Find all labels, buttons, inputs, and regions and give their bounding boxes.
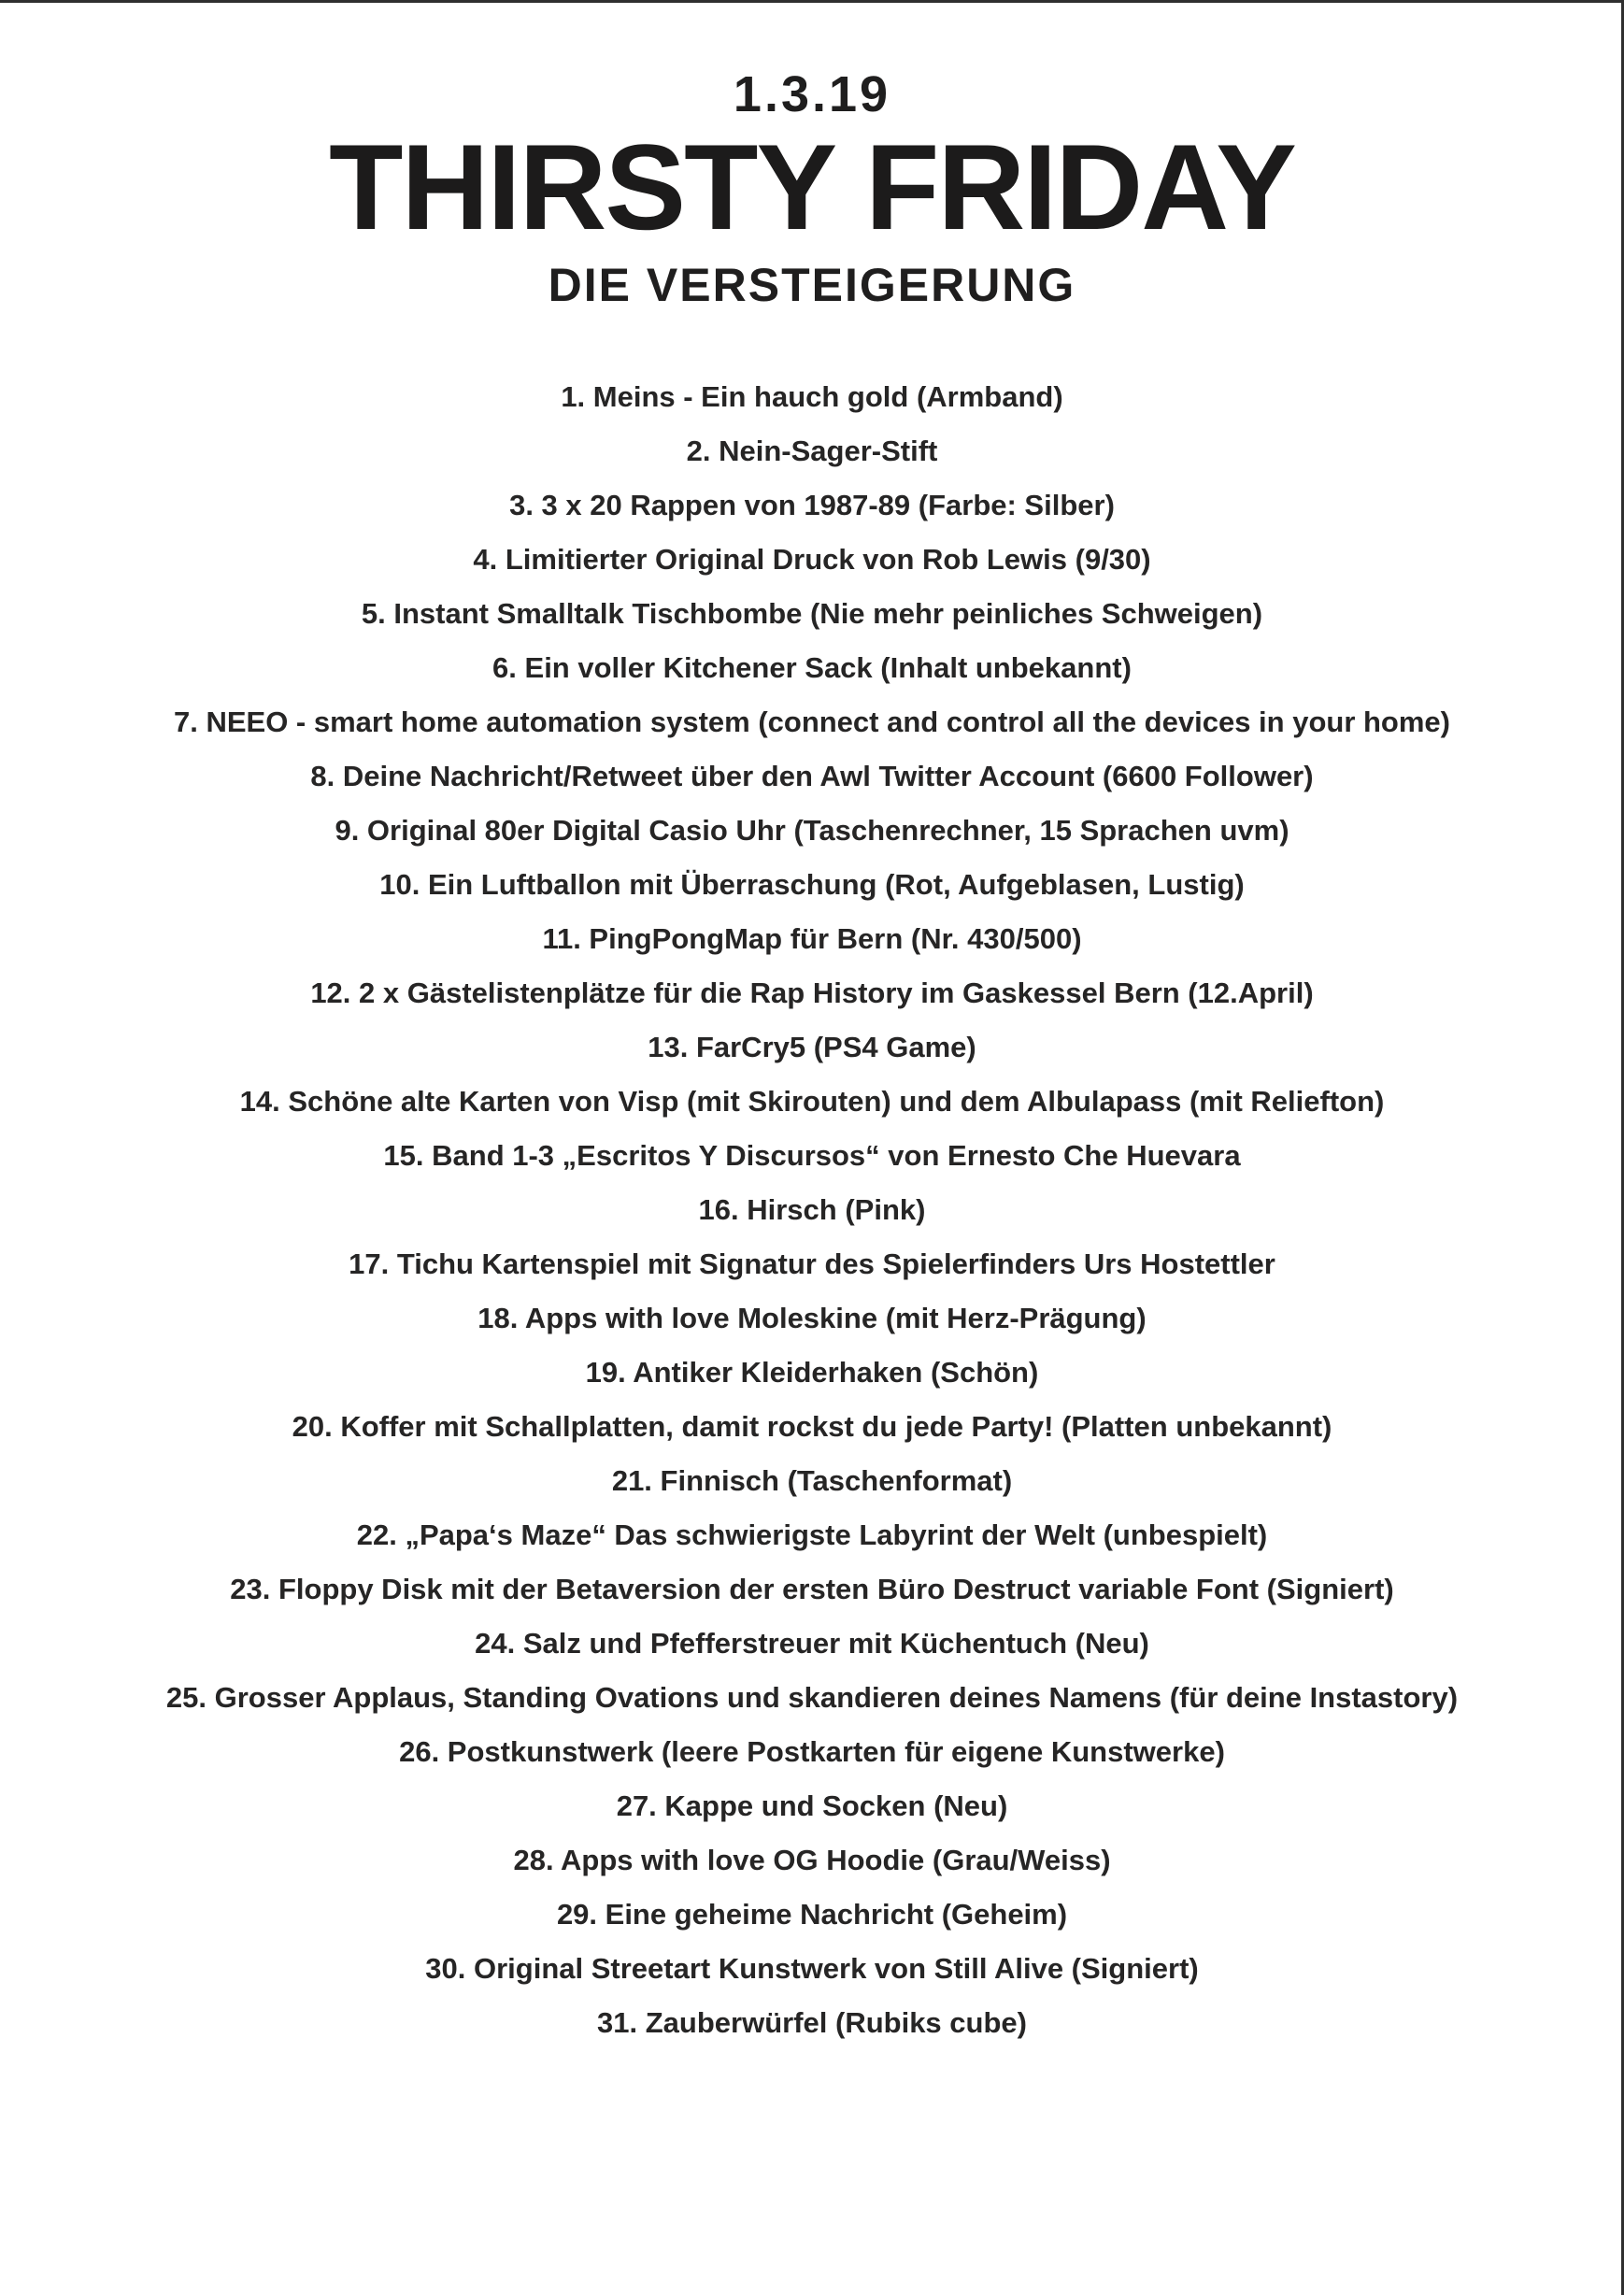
auction-item: 5. Instant Smalltalk Tischbombe (Nie mehr peinliches Schweigen) — [361, 597, 1263, 631]
auction-item: 23. Floppy Disk mit der Betaversion der ersten Büro Destruct variable Font (Signiert) — [230, 1573, 1394, 1606]
auction-item: 16. Hirsch (Pink) — [698, 1193, 926, 1227]
auction-item: 15. Band 1-3 „Escritos Y Discursos“ von Ernesto Che Huevara — [383, 1139, 1241, 1173]
auction-item: 22. „Papa‘s Maze“ Das schwierigste Labyrint der Welt (unbespielt) — [356, 1518, 1268, 1552]
auction-item: 27. Kappe und Socken (Neu) — [616, 1789, 1008, 1823]
auction-item: 21. Finnisch (Taschenformat) — [611, 1464, 1013, 1498]
auction-item: 24. Salz und Pfefferstreuer mit Küchentuch (Neu) — [475, 1627, 1149, 1661]
auction-item: 25. Grosser Applaus, Standing Ovations und skandieren deines Namens (für deine Instastory) — [165, 1681, 1459, 1715]
top-edge-line — [0, 0, 1624, 3]
auction-item: 10. Ein Luftballon mit Überraschung (Rot, Aufgeblasen, Lustig) — [379, 868, 1245, 902]
page-subtitle: DIE VERSTEIGERUNG — [548, 259, 1076, 312]
auction-item: 13. FarCry5 (PS4 Game) — [648, 1031, 976, 1064]
auction-item: 6. Ein voller Kitchener Sack (Inhalt unbekannt) — [492, 651, 1132, 685]
auction-item: 29. Eine geheime Nachricht (Geheim) — [556, 1898, 1068, 1932]
auction-item: 30. Original Streetart Kunstwerk von Still Alive (Signiert) — [425, 1952, 1199, 1986]
auction-item: 31. Zauberwürfel (Rubiks cube) — [597, 2006, 1027, 2040]
auction-item: 11. PingPongMap für Bern (Nr. 430/500) — [542, 922, 1082, 956]
auction-item: 9. Original 80er Digital Casio Uhr (Taschenrechner, 15 Sprachen uvm) — [335, 814, 1289, 848]
auction-item: 19. Antiker Kleiderhaken (Schön) — [585, 1356, 1039, 1390]
auction-item: 3. 3 x 20 Rappen von 1987-89 (Farbe: Silber) — [509, 489, 1115, 522]
auction-item: 7. NEEO - smart home automation system (connect and control all the devices in your home) — [173, 706, 1450, 739]
auction-item: 1. Meins - Ein hauch gold (Armband) — [561, 380, 1063, 414]
page-title: THIRSTY FRIDAY — [329, 119, 1295, 255]
auction-item: 18. Apps with love Moleskine (mit Herz-Prägung) — [477, 1302, 1147, 1335]
auction-item: 20. Koffer mit Schallplatten, damit rockst du jede Party! (Platten unbekannt) — [292, 1410, 1332, 1444]
auction-item: 12. 2 x Gästelistenplätze für die Rap History im Gaskessel Bern (12.April) — [310, 976, 1314, 1010]
auction-item: 26. Postkunstwerk (leere Postkarten für eigene Kunstwerke) — [399, 1735, 1225, 1769]
poster-header — [0, 0, 1624, 312]
auction-item: 28. Apps with love OG Hoodie (Grau/Weiss) — [513, 1844, 1111, 1877]
auction-item: 4. Limitierter Original Druck von Rob Lewis (9/30) — [473, 543, 1151, 577]
auction-item: 2. Nein-Sager-Stift — [686, 435, 938, 468]
auction-item: 17. Tichu Kartenspiel mit Signatur des Spielerfinders Urs Hostettler — [349, 1247, 1275, 1281]
auction-item: 8. Deine Nachricht/Retweet über den Awl Twitter Account (6600 Follower) — [310, 760, 1314, 793]
auction-item: 14. Schöne alte Karten von Visp (mit Skirouten) und dem Albulapass (mit Reliefton) — [239, 1085, 1385, 1119]
auction-list — [0, 370, 1624, 2050]
event-date: 1.3.19 — [733, 66, 891, 122]
